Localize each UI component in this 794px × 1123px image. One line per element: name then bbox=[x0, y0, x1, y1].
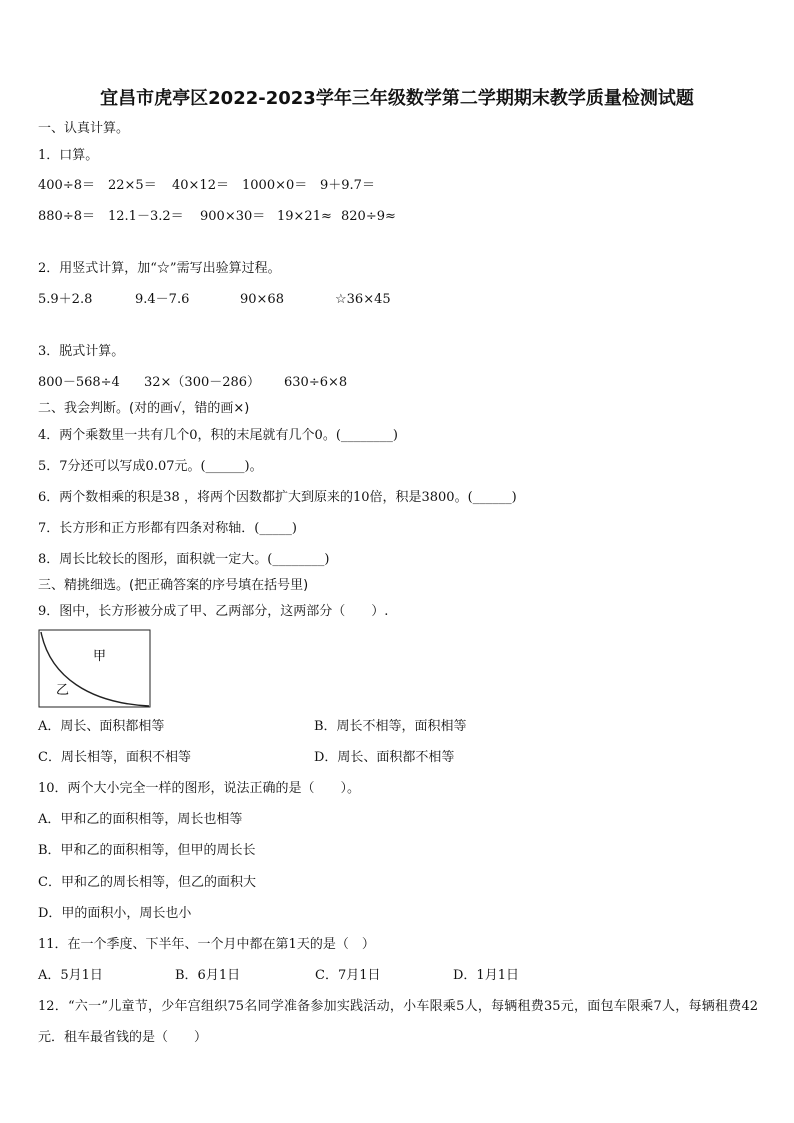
q3-item: 32×（300－286） bbox=[144, 375, 261, 390]
q2-item: 9.4－7.6 bbox=[135, 292, 190, 307]
q6-text: 6．两个数相乘的积是38 ，将两个因数都扩大到原来的10倍，积是3800。(______) bbox=[38, 490, 517, 505]
q10-option-b: B．甲和乙的面积相等，但甲的周长长 bbox=[38, 843, 256, 858]
q8-text: 8．周长比较长的图形，面积就一定大。(________) bbox=[38, 552, 330, 567]
q4-text: 4．两个乘数里一共有几个0，积的末尾就有几个0。(________) bbox=[38, 428, 398, 443]
section-2-heading: 二、我会判断。(对的画√，错的画×) bbox=[38, 401, 250, 416]
q1-item: 12.1－3.2＝ bbox=[108, 209, 184, 224]
q11-option-d: D．1月1日 bbox=[453, 968, 519, 983]
q11-option-b: B．6月1日 bbox=[175, 968, 241, 983]
q9-option-a: A．周长、面积都相等 bbox=[38, 719, 165, 734]
rectangle-figure bbox=[38, 629, 152, 709]
q3-item: 630÷6×8 bbox=[284, 375, 348, 390]
q1-item: 22×5＝ bbox=[108, 178, 157, 193]
q12-stem: 12．“六一”儿童节，少年宫组织75名同学准备参加实践活动，小车限乘5人，每辆租费35元，面包车限乘7人，每辆租费42元．租车最省钱的是（ ） bbox=[38, 999, 758, 1045]
q1-item: 40×12＝ bbox=[172, 178, 229, 193]
q11-option-a: A．5月1日 bbox=[38, 968, 103, 983]
q9-option-b: B．周长不相等，面积相等 bbox=[314, 719, 467, 734]
q1-item: 900×30＝ bbox=[200, 209, 266, 224]
q7-text: 7．长方形和正方形都有四条对称轴．(_____) bbox=[38, 521, 297, 536]
region-label-jia: 甲 bbox=[93, 649, 107, 664]
q2-item: 90×68 bbox=[240, 292, 284, 307]
q9-option-d: D．周长、面积都不相等 bbox=[314, 750, 455, 765]
q1-item: 1000×0＝ bbox=[242, 178, 308, 193]
q9-option-c: C．周长相等，面积不相等 bbox=[38, 750, 191, 765]
region-label-yi: 乙 bbox=[56, 683, 70, 698]
q1-item: 9＋9.7＝ bbox=[320, 178, 375, 193]
q9-stem: 9．图中，长方形被分成了甲、乙两部分，这两部分（ ）. bbox=[38, 604, 389, 619]
q3-item: 800－568÷4 bbox=[38, 375, 120, 390]
section-3-heading: 三、精挑细选。(把正确答案的序号填在括号里) bbox=[38, 578, 309, 593]
q3-label: 3．脱式计算。 bbox=[38, 344, 125, 359]
q1-item: 19×21≈ bbox=[277, 209, 332, 224]
q11-option-c: C．7月1日 bbox=[315, 968, 381, 983]
q10-option-c: C．甲和乙的周长相等，但乙的面积大 bbox=[38, 875, 256, 890]
q2-item: ☆36×45 bbox=[335, 292, 391, 307]
q5-text: 5．7分还可以写成0.07元。(______)。 bbox=[38, 459, 263, 474]
q2-item: 5.9＋2.8 bbox=[38, 292, 93, 307]
q10-option-a: A．甲和乙的面积相等，周长也相等 bbox=[38, 812, 243, 827]
q1-item: 400÷8＝ bbox=[38, 178, 95, 193]
q2-label: 2．用竖式计算，加“☆”需写出验算过程。 bbox=[38, 261, 281, 276]
section-1-heading: 一、认真计算。 bbox=[38, 121, 130, 136]
q10-stem: 10．两个大小完全一样的图形，说法正确的是（ ）。 bbox=[38, 781, 361, 796]
q10-option-d: D．甲的面积小，周长也小 bbox=[38, 906, 192, 921]
q11-stem: 11．在一个季度、下半年、一个月中都在第1天的是（ ） bbox=[38, 937, 375, 952]
q1-label: 1．口算。 bbox=[38, 148, 99, 163]
q1-item: 820÷9≈ bbox=[341, 209, 396, 224]
exam-title: 宜昌市虎亭区2022-2023学年三年级数学第二学期期末教学质量检测试题 bbox=[100, 88, 694, 109]
q1-item: 880÷8＝ bbox=[38, 209, 95, 224]
